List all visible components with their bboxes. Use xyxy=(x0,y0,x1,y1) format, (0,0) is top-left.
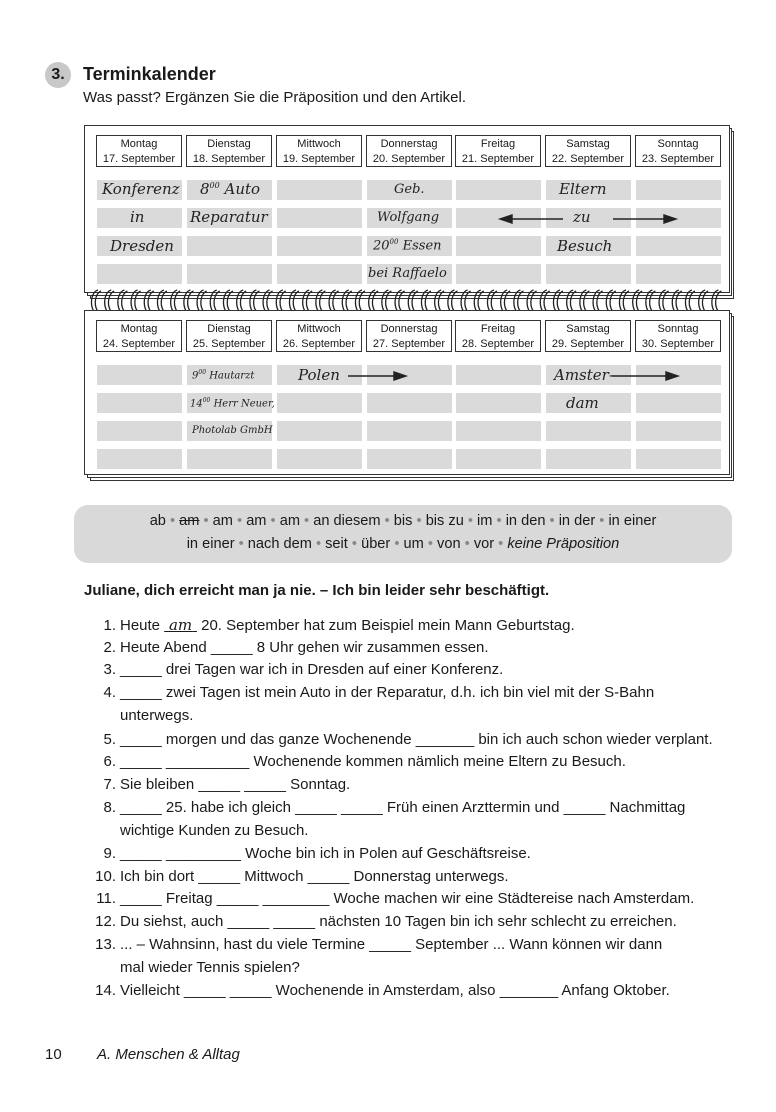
exercise-instruction: Was passt? Ergänzen Sie die Präposition und den Artikel. xyxy=(83,89,466,106)
day-name: Donnerstag xyxy=(380,323,438,335)
sentence-6: 6. _____ __________ Wochenende kommen nämlich meine Eltern zu Besuch. xyxy=(103,753,626,770)
exercise-number: 3. xyxy=(45,62,71,88)
word-im: im xyxy=(477,513,493,529)
day-name: Sonntag xyxy=(657,323,699,335)
word-in-einer: in einer xyxy=(186,536,235,552)
day-name: Mittwoch xyxy=(297,323,341,335)
note-amsterdam-2: dam xyxy=(566,394,599,412)
day-date: 20. September xyxy=(372,152,446,165)
day-name: Samstag xyxy=(566,323,610,335)
note-in: in xyxy=(130,208,145,226)
word-an-diesem: an diesem xyxy=(313,513,381,529)
sentence-4: 4. _____ zwei Tagen ist mein Auto in der Reparatur, d.h. ich bin viel mit der S-Bahn unterwegs. xyxy=(103,684,655,724)
word-seit: seit xyxy=(325,536,348,552)
day-name: Mittwoch xyxy=(297,138,341,150)
sentence-13: 13. ... – Wahnsinn, hast du viele Termine _____ September ... Wann können wir dann mal wieder Tennis spielen? xyxy=(95,936,663,976)
day-date: 29. September xyxy=(551,337,625,350)
day-date: 25. September xyxy=(192,337,266,350)
word-am: am xyxy=(246,513,267,529)
note-zu: zu xyxy=(573,208,591,226)
arrow-left-head xyxy=(500,215,512,223)
word-box-line-2: in einer • nach dem • seit • über • um • von • vor • keine Präposition xyxy=(186,536,620,552)
word-bis-zu: bis zu xyxy=(425,513,464,529)
word-ab: ab xyxy=(149,513,166,529)
word-nach-dem: nach dem xyxy=(247,536,312,552)
day-date: 30. September xyxy=(641,337,715,350)
arrow-amsterdam-head xyxy=(666,372,678,380)
word-am: am xyxy=(212,513,233,529)
day-name: Dienstag xyxy=(207,138,251,150)
word-box-line-1: ab • am • am • am • am • an diesem • bis • bis zu • im • in den • in der • in einer xyxy=(149,513,657,529)
day-name: Freitag xyxy=(480,323,516,335)
note-besuch: Besuch xyxy=(557,237,613,255)
word-ueber: über xyxy=(361,536,391,552)
day-date: 22. September xyxy=(551,152,625,165)
day-date: 21. September xyxy=(461,152,535,165)
day-date: 23. September xyxy=(641,152,715,165)
note-20-uhr-essen: $20^{00}$ Essen xyxy=(373,238,442,254)
word-am: am xyxy=(279,513,300,529)
day-date: 19. September xyxy=(282,152,356,165)
word-vor: vor xyxy=(473,536,495,552)
note-14-uhr-herr-neuer: $14^{00}$ Herr Neuer, xyxy=(190,397,275,410)
sentence-2: 2. Heute Abend _____ 8 Uhr gehen wir zusammen essen. xyxy=(103,639,489,656)
page-number: 10 xyxy=(45,1046,62,1063)
note-dresden: Dresden xyxy=(110,237,174,255)
note-amsterdam-1: Amster- xyxy=(554,366,614,384)
note-geb: Geb. xyxy=(394,182,425,197)
day-name: Sonntag xyxy=(657,138,699,150)
day-name: Dienstag xyxy=(207,323,251,335)
arrow-polen-head xyxy=(394,372,406,380)
dialog-heading: Juliane, dich erreicht man ja nie. – Ich bin leider sehr beschäftigt. xyxy=(84,582,550,599)
day-name: Montag xyxy=(120,323,158,335)
day-date: 27. September xyxy=(372,337,446,350)
note-photolab: Photolab GmbH xyxy=(192,425,273,436)
word-bis: bis xyxy=(393,513,413,529)
day-date: 26. September xyxy=(282,337,356,350)
sentence-5: 5. _____ morgen und das ganze Wochenende _______ bin ich auch schon wieder verplant. xyxy=(103,731,713,748)
word-keine-praeposition: keine Präposition xyxy=(507,536,620,552)
sentence-7: 7. Sie bleiben _____ _____ Sonntag. xyxy=(103,776,351,793)
day-date: 24. September xyxy=(102,337,176,350)
word-am-used: am xyxy=(179,513,200,529)
arrow-right-head xyxy=(664,215,676,223)
preposition-word-box xyxy=(74,505,732,563)
sentence-11: 11. _____ Freitag _____ ________ Woche machen wir eine Städtereise nach Amsterdam. xyxy=(96,890,695,907)
day-name: Donnerstag xyxy=(380,138,438,150)
note-konferenz: Konferenz xyxy=(102,180,180,198)
word-in-einer: in einer xyxy=(608,513,657,529)
word-in-der: in der xyxy=(558,513,596,529)
sentence-9: 9. _____ _________ Woche bin ich in Polen auf Geschäftsreise. xyxy=(103,845,531,862)
day-name: Montag xyxy=(120,138,158,150)
sentence-1: 1. Heute am 20. September hat zum Beispiel mein Mann Geburtstag. xyxy=(103,616,575,634)
sentence-14: 14. Vielleicht _____ _____ Wochenende in Amsterdam, also _______ Anfang Oktober. xyxy=(95,982,670,999)
note-polen: Polen xyxy=(298,366,340,384)
note-reparatur: Reparatur xyxy=(190,208,268,226)
sentence-8: 8. _____ 25. habe ich gleich _____ _____ Früh einen Arzttermin und _____ Nachmittag wichtige Kunden zu Besuch. xyxy=(103,799,686,839)
exercise-title: Terminkalender xyxy=(83,64,216,84)
word-um: um xyxy=(403,536,424,552)
day-name: Freitag xyxy=(480,138,516,150)
day-date: 17. September xyxy=(102,152,176,165)
day-date: 18. September xyxy=(192,152,266,165)
note-eltern: Eltern xyxy=(559,180,607,198)
note-8-uhr-auto: $8^{00}$ Auto xyxy=(200,180,261,198)
sentence-12: 12. Du siehst, auch _____ _____ nächsten 10 Tagen bin ich sehr schlecht zu erreichen. xyxy=(95,913,677,930)
note-bei-raffaelo: bei Raffaelo xyxy=(368,266,447,281)
section-title: A. Menschen & Alltag xyxy=(97,1046,240,1063)
example-answer: am xyxy=(168,616,193,634)
word-von: von xyxy=(437,536,461,552)
sentence-3: 3. _____ drei Tagen war ich in Dresden auf einer Konferenz. xyxy=(103,661,504,678)
note-9-uhr-hautarzt: $9^{00}$ Hautarzt xyxy=(192,369,255,382)
day-date: 28. September xyxy=(461,337,535,350)
sentence-10: 10. Ich bin dort _____ Mittwoch _____ Donnerstag unterwegs. xyxy=(95,868,509,885)
note-wolfgang: Wolfgang xyxy=(377,210,440,225)
day-name: Samstag xyxy=(566,138,610,150)
word-in-den: in den xyxy=(505,513,546,529)
